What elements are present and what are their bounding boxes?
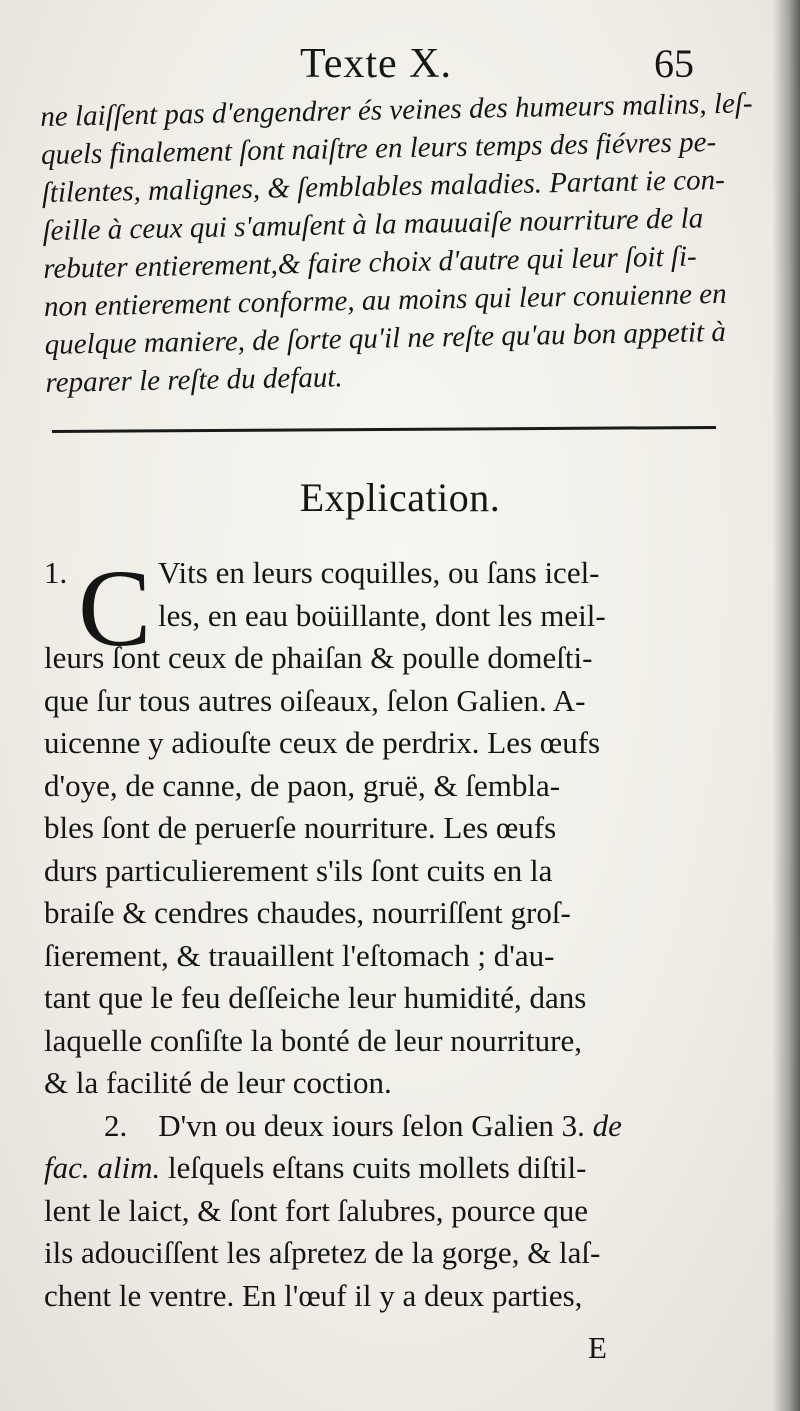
citation: fac. alim. xyxy=(44,1150,161,1185)
page-number: 65 xyxy=(654,41,694,86)
text-line: durs particulierement s'ils ſont cuits en la xyxy=(44,852,553,888)
text-line: quels finalement ſont naiſtre en leurs temps des fiévres pe- xyxy=(40,126,717,171)
paragraph-2-line xyxy=(44,1147,744,1190)
paragraph-2-line xyxy=(44,1105,744,1148)
text-line: leurs ſont ceux de phaiſan & poulle domeſti- xyxy=(44,640,593,675)
text-line: uicenne y adiouſte ceux de perdrix. Les œufs xyxy=(44,725,601,760)
text-line: chent le ventre. En l'œuf il y a deux parties, xyxy=(44,1277,583,1313)
paragraph-number: 1. xyxy=(44,555,68,590)
paragraph-number: 2. xyxy=(104,1107,128,1143)
text-italic-passage xyxy=(40,85,753,402)
text-line: leſquels eſtans cuits mollets diſtil- xyxy=(168,1150,587,1185)
text-line: les, en eau boüillante, dont les meil- xyxy=(158,597,606,633)
text-line: quelque maniere, de ſorte qu'il ne reſte qu'au bon appetit à xyxy=(44,315,727,361)
text-line: laquelle conſiſte la bonté de leur nourriture, xyxy=(44,1022,582,1058)
text-line: braiſe & cendres chaudes, nourriſſent groſ- xyxy=(44,895,571,930)
paragraph-1-line xyxy=(44,552,744,595)
drop-cap: C xyxy=(78,547,152,669)
text-line: reparer le reſte du defaut. xyxy=(45,361,343,399)
text-line: Vits en leurs coquilles, ou ſans icel- xyxy=(158,555,600,590)
text-line: & la facilité de leur coction. xyxy=(44,1065,392,1100)
text-line: d'oye, de canne, de paon, gruë, & ſembla- xyxy=(44,767,561,803)
text-line: ils adouciſſent les aſpretez de la gorge, & laſ- xyxy=(44,1235,601,1270)
section-divider xyxy=(52,426,716,433)
text-line: D'vn ou deux iours ſelon Galien 3. xyxy=(158,1107,585,1143)
paragraph-1-line xyxy=(44,595,744,638)
explication-body xyxy=(44,547,744,1317)
section-title: Explication. xyxy=(299,475,501,520)
text-line: ne laiſſent pas d'engendrer és veines des humeurs malins, leſ- xyxy=(40,87,753,133)
text-line: ſierement, & trauaillent l'eſtomach ; d'au- xyxy=(44,937,555,973)
text-line: rebuter entierement,& faire choix d'autre qui leur ſoit ſi- xyxy=(42,240,697,285)
running-head: Texte X. xyxy=(300,41,453,87)
text-line: ſeille à ceux qui s'amuſent à la mauuaiſe nourriture de la xyxy=(42,202,704,247)
text-line: bles ſont de peruerſe nourriture. Les œufs xyxy=(44,810,557,845)
text-line: non entierement conforme, au moins qui leur conuienne en xyxy=(43,277,727,323)
text-line: que ſur tous autres oiſeaux, ſelon Galien. A- xyxy=(44,682,586,718)
citation: de xyxy=(592,1107,622,1143)
scan-edge-shadow xyxy=(772,0,800,1411)
text-line: lent le laict, & ſont fort ſalubres, pource que xyxy=(44,1192,589,1228)
text-line: ſtilentes, malignes, & ſemblables maladies. Partant ie con- xyxy=(41,163,726,209)
text-line: tant que le feu deſſeiche leur humidité, dans xyxy=(44,980,587,1015)
signature-mark: E xyxy=(588,1330,607,1365)
